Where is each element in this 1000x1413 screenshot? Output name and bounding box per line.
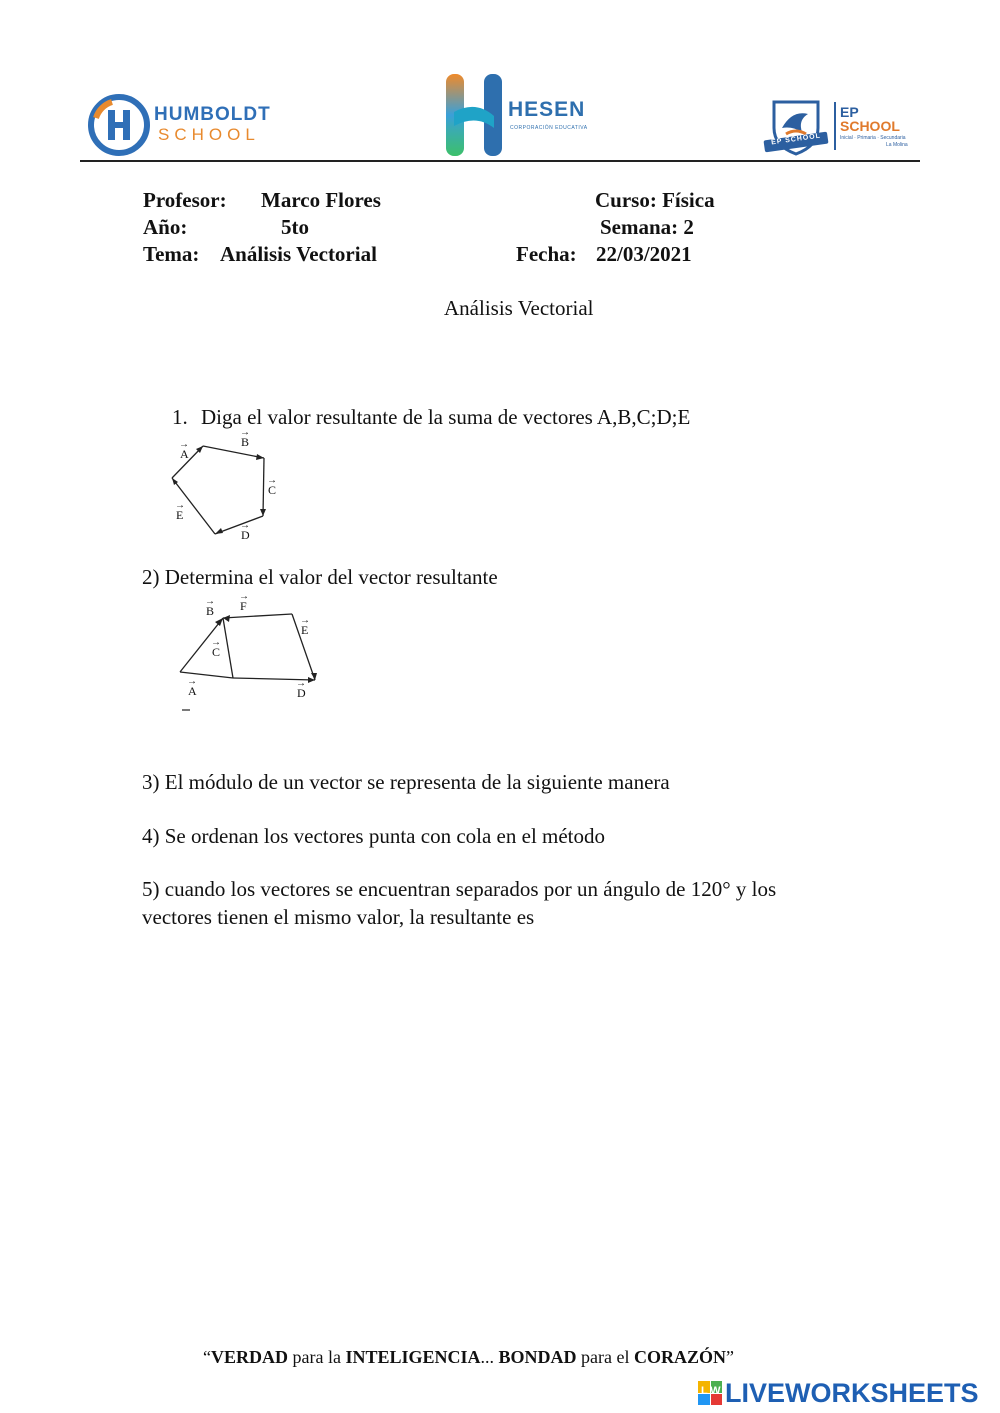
footer-motto (203, 1347, 734, 1368)
motto-word-verdad: VERDAD (211, 1347, 289, 1367)
ep-shield-text: EP SCHOOL (770, 132, 822, 147)
figure-2-label-c: → C (212, 646, 220, 658)
hesen-name: HESEN (508, 98, 586, 121)
profesor-value: Marco Flores (261, 188, 381, 212)
figure-2-quadrilateral (170, 592, 330, 717)
motto-word-bondad: BONDAD (498, 1347, 577, 1367)
tema-label: Tema: (143, 242, 200, 266)
curso: Curso: Física (595, 188, 715, 212)
motto-open-quote: “ (203, 1347, 211, 1367)
motto-word-inteligencia: INTELIGENCIA (345, 1347, 481, 1367)
figure-2-label-d: → D (297, 687, 306, 699)
figure-2-label-b: → B (206, 605, 214, 617)
profesor-label: Profesor: (143, 188, 227, 212)
ep-divider (834, 102, 836, 150)
liveworksheets-watermark[interactable] (698, 1378, 998, 1410)
figure-1-label-d: → D (241, 529, 250, 541)
tema-value: Análisis Vectorial (220, 242, 377, 266)
ep-school-name: SCHOOL (840, 118, 900, 134)
hesen-emblem-icon (444, 72, 508, 158)
ep-school-shield-icon (762, 98, 830, 156)
page-title: Análisis Vectorial (444, 296, 594, 320)
liveworksheets-text: LIVEWORKSHEETS (725, 1378, 979, 1408)
quadrilateral-vector-diagram (170, 592, 330, 717)
figure-2-label-e: → E (301, 624, 308, 636)
ep-tagline: Inicial · Primaria · Secundaria (840, 135, 906, 141)
figure-1-pentagon (160, 430, 290, 545)
ep-name: EP (840, 104, 859, 120)
question-3-text: 3) El módulo de un vector se representa de la siguiente manera (142, 770, 670, 794)
question-5-line-1: 5) cuando los vectores se encuentran separados por un ángulo de 120° y los (142, 877, 777, 901)
motto-word-corazon: CORAZÓN (634, 1347, 727, 1367)
fecha-value: 22/03/2021 (596, 242, 692, 266)
motto-connector-1: para la (288, 1347, 346, 1367)
question-4-text: 4) Se ordenan los vectores punta con cola en el método (142, 824, 606, 848)
humboldt-emblem-icon (88, 94, 150, 156)
question-5-line-2: vectores tienen el mismo valor, la resultante es (142, 905, 535, 929)
anio-value: 5to (281, 215, 309, 239)
figure-1-label-c: → C (268, 484, 276, 496)
motto-close-quote: ” (726, 1347, 735, 1367)
ep-sub: La Molina (886, 142, 908, 148)
motto-ellipsis: ... (480, 1347, 499, 1367)
fecha-label: Fecha: (516, 242, 577, 266)
figure-1-label-b: → B (241, 436, 249, 448)
motto-connector-2: para el (576, 1347, 635, 1367)
question-2-text: 2) Determina el valor del vector resultante (142, 565, 498, 589)
hesen-tagline: CORPORACIÓN EDUCATIVA (510, 125, 588, 131)
figure-1-label-a: → A (180, 448, 189, 460)
humboldt-logo (88, 92, 278, 158)
figure-2-label-a: → A (188, 685, 197, 697)
question-1-text: Diga el valor resultante de la suma de vectores A,B,C;D;E (201, 405, 691, 429)
figure-1-label-e: → E (176, 509, 183, 521)
liveworksheets-badge-letters: LW (701, 1385, 724, 1397)
humboldt-school: SCHOOL (158, 125, 260, 144)
hesen-logo (444, 72, 594, 158)
header-rule (80, 160, 920, 162)
semana: Semana: 2 (600, 215, 694, 239)
question-1-number: 1. (172, 405, 188, 429)
figure-2-label-f: → F (240, 600, 247, 612)
humboldt-name: HUMBOLDT (154, 104, 271, 125)
ep-school-logo (762, 98, 912, 158)
anio-label: Año: (143, 215, 188, 239)
